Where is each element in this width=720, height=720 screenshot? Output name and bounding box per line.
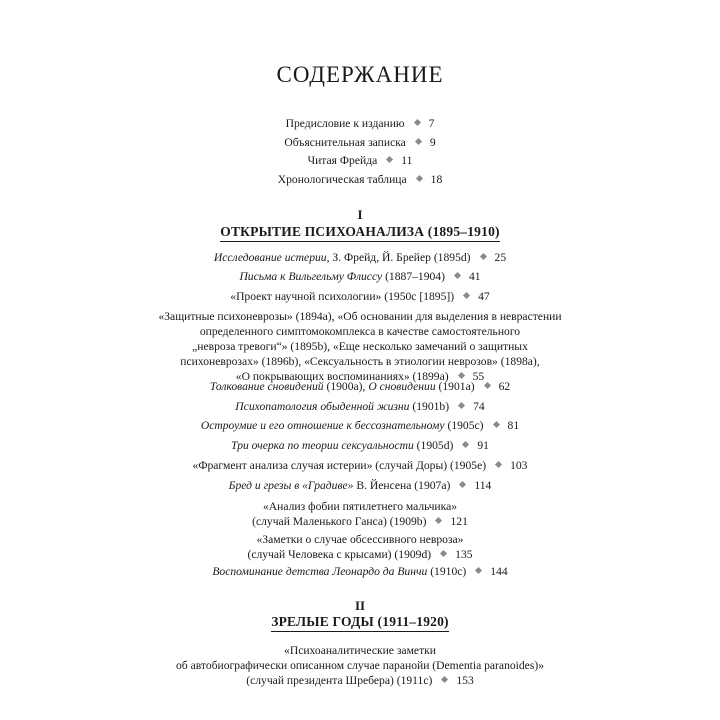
entry-line: «Заметки о случае обсессивного невроза» bbox=[256, 533, 464, 546]
bullet-icon bbox=[495, 461, 502, 468]
entry-page: 25 bbox=[494, 251, 507, 264]
entry-title-italic: Психопатология обыденной жизни bbox=[235, 400, 410, 413]
entry-page: 121 bbox=[450, 515, 468, 528]
entry-line: «Психоаналитические заметки bbox=[284, 644, 436, 657]
entry-page: 7 bbox=[428, 117, 435, 130]
entry-title: (1905d) bbox=[413, 439, 454, 452]
toc-entry[interactable] bbox=[150, 250, 570, 265]
entry-title: Объяснительная записка bbox=[284, 136, 406, 149]
bullet-icon bbox=[416, 175, 423, 182]
toc-entry-multiline[interactable] bbox=[150, 643, 570, 688]
entry-page: 153 bbox=[456, 674, 474, 687]
entry-page: 55 bbox=[472, 370, 485, 383]
entry-line: (случай Человека с крысами) (1909d) bbox=[247, 548, 432, 561]
entry-page: 9 bbox=[429, 136, 436, 149]
entry-title: (1900a), bbox=[323, 380, 369, 393]
entry-page: 81 bbox=[507, 419, 520, 432]
bullet-icon bbox=[414, 119, 421, 126]
bullet-icon bbox=[435, 517, 442, 524]
toc-entry[interactable] bbox=[150, 438, 570, 453]
entry-title: (1905c) bbox=[444, 419, 484, 432]
toc-entry[interactable] bbox=[150, 564, 570, 579]
bullet-icon bbox=[484, 382, 491, 389]
entry-page: 91 bbox=[477, 439, 489, 452]
entry-page: 114 bbox=[474, 479, 492, 492]
entry-line: определенного симптомокомплекса в качестве самостоятельного bbox=[199, 325, 521, 338]
part-numeral: I bbox=[357, 207, 363, 222]
bullet-icon bbox=[415, 138, 422, 145]
toc-entry-chronology[interactable] bbox=[150, 172, 570, 187]
entry-title: (1910c) bbox=[427, 565, 467, 578]
toc-entry[interactable] bbox=[150, 379, 570, 394]
toc-entry[interactable] bbox=[150, 478, 570, 493]
entry-title-italic: Три очерка по теории сексуальности bbox=[231, 439, 414, 452]
entry-title-italic: Остроумие и его отношение к бессознательному bbox=[200, 419, 445, 432]
entry-line: „невроза тревоги“» (1895b), «Еще несколько замечаний о защитных bbox=[192, 340, 528, 353]
entry-title: (1901a) bbox=[435, 380, 475, 393]
bullet-icon bbox=[459, 481, 466, 488]
entry-line-last bbox=[150, 547, 570, 562]
bullet-icon bbox=[463, 292, 470, 299]
toc-entry-note[interactable] bbox=[150, 135, 570, 150]
bullet-icon bbox=[440, 550, 447, 557]
part-heading-text: ЗРЕЛЫЕ ГОДЫ (1911–1920) bbox=[271, 614, 449, 632]
bullet-icon bbox=[441, 676, 448, 683]
entry-title: В. Йенсена (1907a) bbox=[353, 479, 451, 492]
toc-entry[interactable] bbox=[150, 418, 570, 433]
entry-line-last bbox=[150, 514, 570, 529]
entry-page: 74 bbox=[473, 400, 485, 413]
toc-entry-reading-freud[interactable] bbox=[150, 153, 570, 168]
bullet-icon bbox=[458, 372, 465, 379]
entry-line: «Защитные психоневрозы» (1894a), «Об основании для выделения в неврастении bbox=[158, 310, 562, 323]
bullet-icon bbox=[475, 567, 482, 574]
entry-page: 103 bbox=[510, 459, 528, 472]
entry-title: (1901b) bbox=[409, 400, 450, 413]
entry-title-italic: Бред и грезы в «Градиве» bbox=[228, 479, 354, 492]
entry-title-italic: Воспоминание детства Леонардо да Винчи bbox=[212, 565, 428, 578]
part-heading bbox=[0, 614, 720, 632]
page-title: СОДЕРЖАНИЕ bbox=[276, 62, 444, 87]
toc-entry-multiline[interactable] bbox=[150, 309, 570, 384]
entry-title: Читая Фрейда bbox=[307, 154, 378, 167]
part-numeral: II bbox=[354, 598, 366, 613]
toc-entry-multiline[interactable] bbox=[150, 499, 570, 529]
entry-page: 135 bbox=[455, 548, 473, 561]
entry-title: (1887–1904) bbox=[382, 270, 445, 283]
entry-title: «Проект научной психологии» (1950с [1895]) bbox=[230, 290, 455, 303]
entry-page: 62 bbox=[498, 380, 511, 393]
bullet-icon bbox=[458, 402, 465, 409]
bullet-icon bbox=[462, 441, 469, 448]
toc-entry-multiline[interactable] bbox=[150, 532, 570, 562]
toc-entry[interactable] bbox=[150, 289, 570, 304]
entry-line: (случай президента Шребера) (1911c) bbox=[246, 674, 433, 687]
bullet-icon bbox=[492, 421, 499, 428]
part-heading bbox=[0, 224, 720, 242]
bullet-icon bbox=[454, 272, 461, 279]
entry-title-italic: Исследование истерии bbox=[213, 251, 327, 264]
bullet-icon bbox=[479, 253, 486, 260]
toc-entry[interactable] bbox=[150, 269, 570, 284]
entry-line: «О покрывающих воспоминаниях» (1899a) bbox=[235, 370, 449, 383]
entry-title: Предисловие к изданию bbox=[285, 117, 405, 130]
entry-title-italic: Письма к Вильгельму Флиссу bbox=[239, 270, 383, 283]
entry-page: 47 bbox=[478, 290, 490, 303]
entry-line-last bbox=[150, 673, 570, 688]
entry-line: об автобиографически описанном случае паранойи (Dementia paranoides)» bbox=[175, 659, 544, 672]
bullet-icon bbox=[386, 156, 393, 163]
entry-title: Хронологическая таблица bbox=[277, 173, 407, 186]
toc-entry[interactable] bbox=[150, 399, 570, 414]
entry-page: 18 bbox=[430, 173, 443, 186]
entry-title-italic: О сновидении bbox=[368, 380, 436, 393]
entry-line: (случай Маленького Ганса) (1909b) bbox=[252, 515, 427, 528]
entry-page: 11 bbox=[401, 154, 413, 167]
entry-page: 144 bbox=[490, 565, 508, 578]
part-heading-text: ОТКРЫТИЕ ПСИХОАНАЛИЗА (1895–1910) bbox=[220, 224, 499, 242]
entry-page: 41 bbox=[468, 270, 481, 283]
entry-title: «Фрагмент анализа случая истерии» (случай Доры) (1905e) bbox=[192, 459, 487, 472]
toc-entry-preface[interactable] bbox=[150, 116, 570, 131]
entry-title: , З. Фрейд, Й. Брейер (1895d) bbox=[326, 251, 471, 264]
entry-line: психоневрозах» (1896b), «Сексуальность в этиологии неврозов» (1898a), bbox=[180, 355, 540, 368]
toc-entry[interactable] bbox=[150, 458, 570, 473]
entry-title-italic: Толкование сновидений bbox=[209, 380, 324, 393]
entry-line: «Анализ фобии пятилетнего мальчика» bbox=[262, 500, 458, 513]
